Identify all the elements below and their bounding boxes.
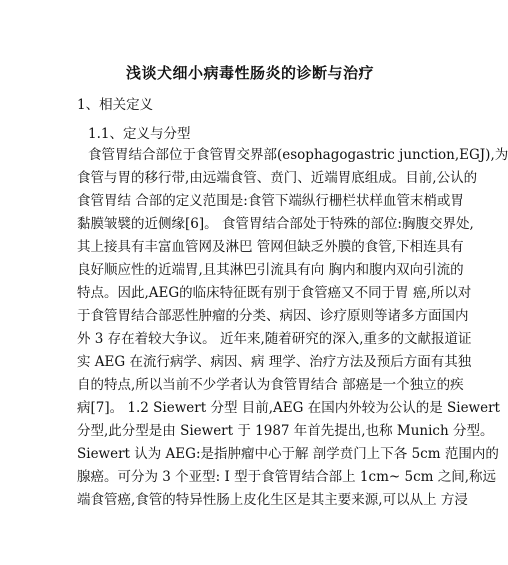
paragraph-line: 分型,此分型是由 Siewert 于 1987 年首先提出,也称 Munich 分型。 [77, 423, 494, 439]
document-title: 浅谈犬细小病毒性肠炎的诊断与治疗 [125, 64, 374, 82]
paragraph-line: 食管胃结合部位于食管胃交界部(esophagogastric junction,EGJ),为 [88, 147, 508, 163]
paragraph-line: 其上接具有丰富血管网及淋巴 管网但缺乏外膜的食管,下相连具有 [77, 239, 464, 255]
section-heading: 1、相关定义 [77, 97, 154, 113]
paragraph-line: 特点。因此,AEG的临床特征既有别于食管癌又不同于胃 癌,所以对 [77, 285, 472, 301]
paragraph-line: 黏膜皱襞的近侧缘[6]。 食管胃结合部处于特殊的部位:胸腹交界处, [77, 216, 474, 232]
paragraph-line: 外 3 存在着较大争议。 近年来,随着研究的深入,重多的文献报道证 [77, 331, 472, 347]
paragraph-line: 于食管胃结合部恶性肿瘤的分类、病因、诊疗原则等诸多方面国内 [77, 308, 469, 324]
paragraph-line: 食管与胃的移行带,由远端食管、贲门、近端胃底组成。目前,公认的 [77, 170, 478, 186]
paragraph-line: 食管胃结 合部的定义范围是:食管下端纵行栅栏状样血管末梢或胃 [77, 193, 464, 209]
paragraph-line: 良好顺应性的近端胃,且其淋巴引流具有向 胸内和腹内双向引流的 [77, 262, 464, 278]
paragraph-line: 端食管癌,食管的特异性肠上皮化生区是其主要来源,可以从上 方浸 [77, 492, 468, 508]
paragraph-line: 腺癌。可分为 3 个亚型: Ⅰ 型于食管胃结合部上 1cm~ 5cm 之间,称远 [77, 469, 497, 485]
paragraph-line: 病[7]。 1.2 Siewert 分型 目前,AEG 在国内外较为公认的是 Siewert [77, 400, 500, 416]
subsection-heading: 1.1、定义与分型 [88, 126, 191, 142]
paragraph-line: Siewert 认为 AEG:是指肿瘤中心于解 剖学贲门上下各 5cm 范围内的 [77, 446, 499, 462]
paragraph-line: 自的特点,所以当前不少学者认为食管胃结合 部癌是一个独立的疾 [77, 377, 464, 393]
paragraph-line: 实 AEG 在流行病学、病因、病 理学、治疗方法及预后方面有其独 [77, 354, 472, 370]
